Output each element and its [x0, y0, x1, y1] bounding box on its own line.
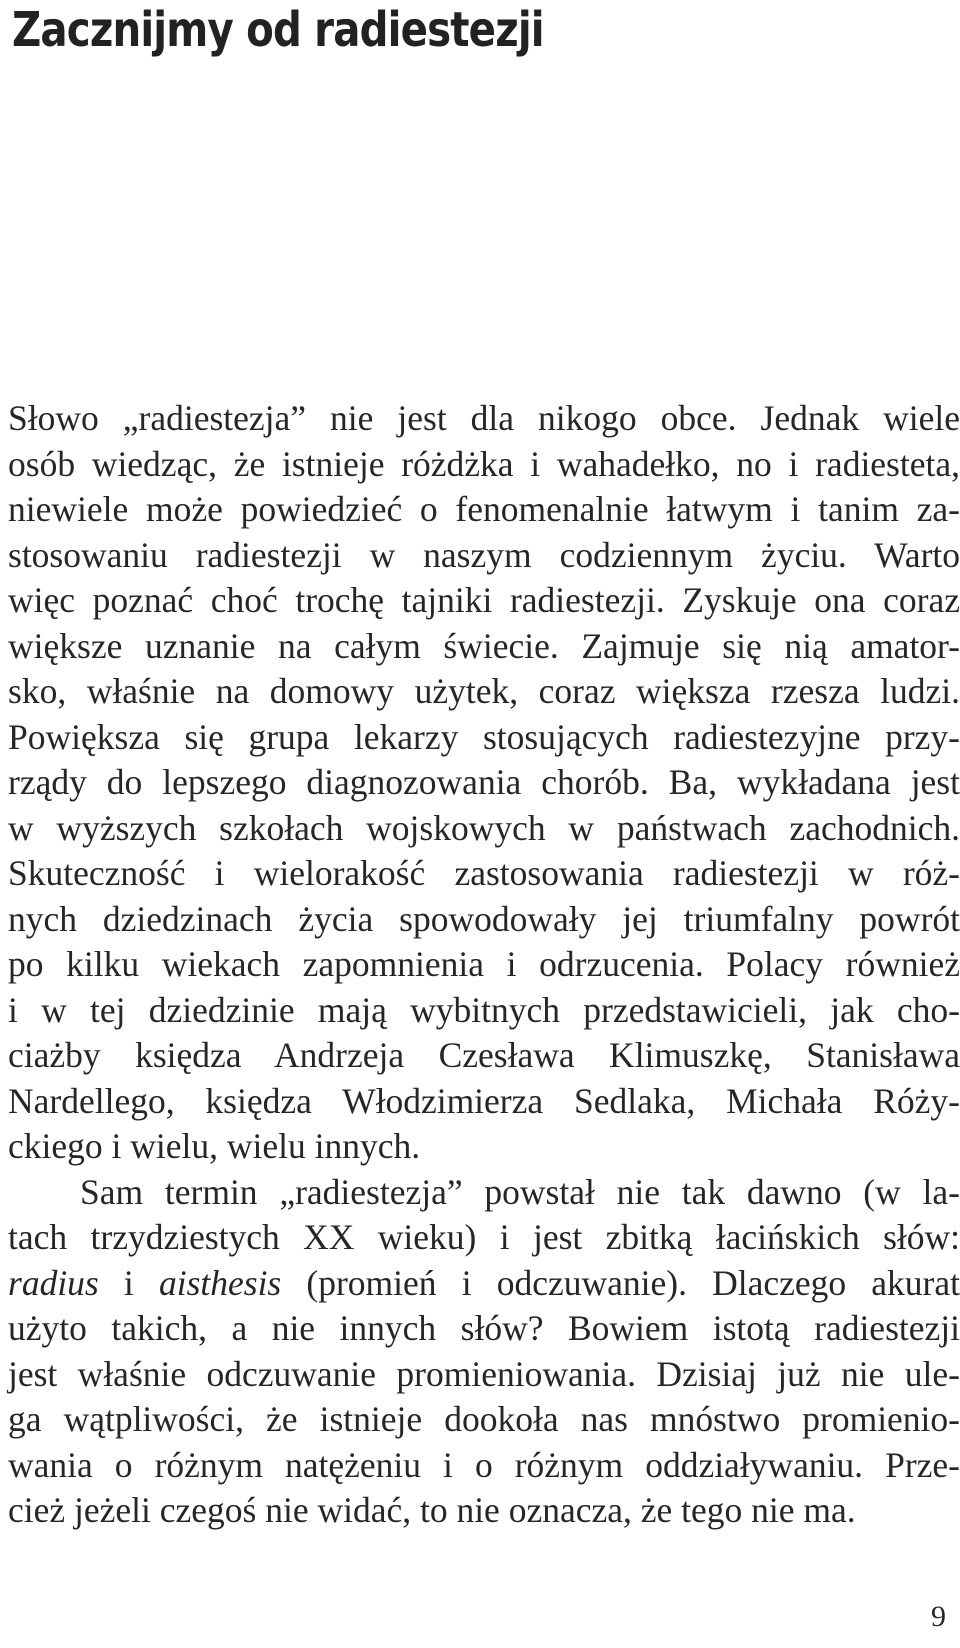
- text-line: po kilku wiekach zapomnienia i odrzucenia. Polacy również: [8, 944, 960, 984]
- text-line: tach trzydziestych XX wieku) i jest zbitką łacińskich słów:: [8, 1217, 960, 1257]
- text-line: nych dziedzinach życia spowodowały jej triumfalny powrót: [8, 898, 960, 939]
- text-line: ciażby księdza Andrzeja Czesława Klimuszkę, Stanisława: [8, 1035, 960, 1075]
- text-line-with-latin-terms: [8, 1261, 960, 1307]
- text-line: Powiększa się grupa lekarzy stosujących radiestezyjne przy-: [8, 716, 960, 757]
- latin-term-radius: radius: [8, 1262, 99, 1303]
- paragraph-1: [8, 396, 960, 1170]
- body-text: [8, 396, 960, 1534]
- text-line: większe uznanie na całym świecie. Zajmuje się nią amator-: [8, 625, 960, 666]
- text-line: w wyższych szkołach wojskowych w państwach zachodnich.: [8, 807, 960, 848]
- chapter-title: Zacznijmy od radiestezji: [12, 2, 544, 58]
- text-line: wania o różnym natężeniu i o różnym oddziaływaniu. Prze-: [8, 1444, 960, 1485]
- text-line: Nardellego, księdza Włodzimierza Sedlaka, Michała Róży-: [8, 1080, 960, 1121]
- paragraph-2: [8, 1170, 960, 1534]
- conjunction-text: i: [98, 1262, 159, 1303]
- line-remainder: (promień i odczuwanie). Dlaczego akurat: [281, 1262, 960, 1303]
- text-line: więc poznać choć trochę tajniki radiestezji. Zyskuje ona coraz: [8, 580, 960, 620]
- text-line: niewiele może powiedzieć o fenomenalnie łatwym i tanim za-: [8, 489, 960, 529]
- text-line: stosowaniu radiestezji w naszym codziennym życiu. Warto: [8, 534, 960, 575]
- latin-term-aisthesis: aisthesis: [158, 1262, 282, 1303]
- text-line: i w tej dziedzinie mają wybitnych przedstawicieli, jak cho-: [8, 989, 960, 1030]
- text-line: ckiego i wielu, wielu innych.: [8, 1126, 421, 1166]
- text-line: osób wiedząc, że istnieje różdżka i wahadełko, no i radiesteta,: [8, 443, 960, 484]
- text-line: cież jeżeli czegoś nie widać, to nie oznacza, że tego nie ma.: [8, 1490, 856, 1530]
- page-number: 9: [931, 1600, 946, 1633]
- text-line: Skuteczność i wielorakość zastosowania radiestezji w róż-: [8, 853, 960, 893]
- text-line: Słowo „radiestezja” nie jest dla nikogo obce. Jednak wiele: [8, 398, 960, 438]
- text-line: sko, właśnie na domowy użytek, coraz większa rzesza ludzi.: [8, 671, 960, 711]
- text-line: Sam termin „radiestezja” powstał nie tak dawno (w la-: [80, 1171, 960, 1212]
- text-line: użyto takich, a nie innych słów? Bowiem istotą radiestezji: [8, 1308, 960, 1348]
- text-line: rządy do lepszego diagnozowania chorób. Ba, wykładana jest: [8, 762, 960, 802]
- text-line: jest właśnie odczuwanie promieniowania. Dzisiaj już nie ule-: [8, 1353, 960, 1394]
- text-line: ga wątpliwości, że istnieje dookoła nas mnóstwo promienio-: [8, 1399, 960, 1439]
